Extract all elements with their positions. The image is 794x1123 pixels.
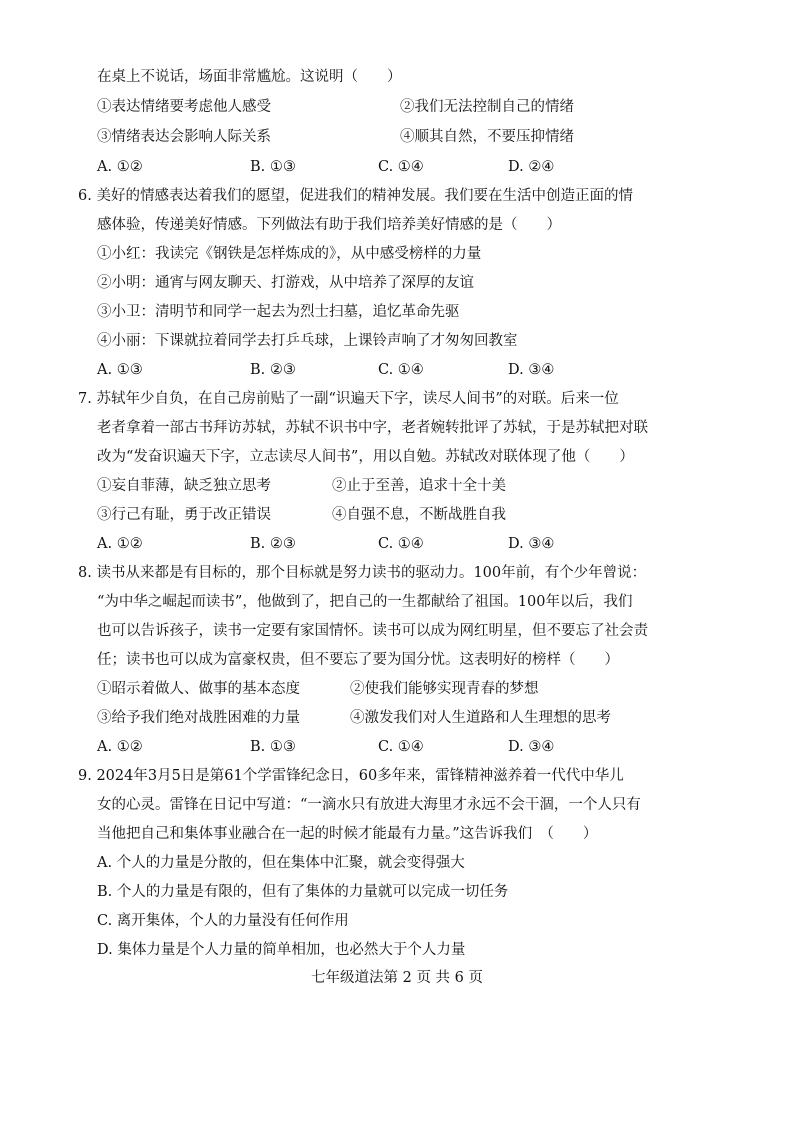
q8-answer-d: D. ③④: [508, 739, 555, 755]
q6-answer-a: A. ①③: [97, 362, 143, 378]
q6-answer-b: B. ②③: [250, 362, 296, 378]
q7-item-3: ③行己有耻，勇于改正错误: [97, 507, 271, 523]
q6-item-1: ①小红：我读完《钢铁是怎样炼成的》，从中感受榜样的力量: [97, 246, 482, 262]
q5-answer-d: D. ②④: [508, 159, 555, 175]
q5-stem-line: 在桌上不说话，场面非常尴尬。这说明（ ）: [97, 69, 402, 85]
q9-stem-line-2: 女的心灵。雷锋在日记中写道：“一滴水只有放进大海里才永远不会干涸，一个人只有: [97, 797, 641, 813]
q9-option-d: D. 集体力量是个人力量的简单相加，也必然大于个人力量: [97, 942, 466, 958]
q8-answer-c: C. ①④: [378, 739, 424, 755]
q7-answer-b: B. ②③: [250, 536, 296, 552]
q5-item-2: ②我们无法控制自己的情绪: [400, 99, 574, 115]
q5-item-4: ④顺其自然，不要压抑情绪: [400, 129, 574, 145]
q7-answer-c: C. ①④: [378, 536, 424, 552]
q7-item-1: ①妄自菲薄，缺乏独立思考: [97, 478, 271, 494]
q7-stem-line-1: 7. 苏轼年少自负，在自己房前贴了一副“识遍天下字，读尽人间书”的对联。后来一位: [78, 391, 619, 407]
q6-stem-line-2: 感体验，传递美好情感。下列做法有助于我们培养美好情感的是（ ）: [97, 217, 561, 233]
q8-stem-line-1: 8. 读书从来都是有目标的，那个目标就是努力读书的驱动力。100年前，有个少年曾说：: [78, 565, 647, 581]
page-footer: 七年级道法第 2 页 共 6 页: [311, 970, 483, 986]
q7-item-4: ④自强不息，不断战胜自我: [332, 507, 506, 523]
q8-item-1: ①昭示着做人、做事的基本态度: [97, 681, 300, 697]
q8-answer-a: A. ①②: [97, 739, 143, 755]
q7-stem-line-3: 改为“发奋识遍天下字，立志读尽人间书”，用以自勉。苏轼改对联体现了他（ ）: [97, 449, 634, 465]
q6-answer-c: C. ①④: [378, 362, 424, 378]
q8-answer-b: B. ①③: [250, 739, 296, 755]
q8-item-2: ②使我们能够实现青春的梦想: [350, 681, 539, 697]
q9-stem-line-1: 9. 2024年3月5日是第61个学雷锋纪念日，60多年来，雷锋精神滋养着一代代中华儿: [78, 768, 624, 784]
q6-answer-d: D. ③④: [508, 362, 555, 378]
q6-item-2: ②小明：通宵与网友聊天、打游戏，从中培养了深厚的友谊: [97, 275, 474, 291]
q8-stem-line-3: 也可以告诉孩子，读书一定要有家国情怀。读书可以成为网红明星，但不要忘了社会责: [97, 623, 648, 639]
q5-item-3: ③情绪表达会影响人际关系: [97, 129, 271, 145]
q8-stem-line-4: 任；读书也可以成为富豪权贵，但不要忘了要为国分忧。这表明好的榜样（ ）: [97, 652, 619, 668]
q6-stem-line-1: 6. 美好的情感表达着我们的愿望，促进我们的精神发展。我们要在生活中创造正面的情: [78, 188, 633, 204]
q5-answer-a: A. ①②: [97, 159, 143, 175]
q6-item-4: ④小丽：下课就拉着同学去打乒乓球，上课铃声响了才匆匆回教室: [97, 333, 518, 349]
q5-item-1: ①表达情绪要考虑他人感受: [97, 99, 271, 115]
q7-answer-a: A. ①②: [97, 536, 143, 552]
q5-answer-c: C. ①④: [378, 159, 424, 175]
q7-item-2: ②止于至善，追求十全十美: [332, 478, 506, 494]
q8-item-4: ④激发我们对人生道路和人生理想的思考: [350, 710, 611, 726]
q7-answer-d: D. ③④: [508, 536, 555, 552]
q7-stem-line-2: 老者拿着一部古书拜访苏轼，苏轼不识书中字，老者婉转批评了苏轼，于是苏轼把对联: [97, 420, 648, 436]
q9-stem-line-3: 当他把自己和集体事业融合在一起的时候才能最有力量。”这告诉我们 （ ）: [97, 826, 598, 842]
q9-option-a: A. 个人的力量是分散的，但在集体中汇聚，就会变得强大: [97, 855, 465, 871]
q8-item-3: ③给予我们绝对战胜困难的力量: [97, 710, 300, 726]
q9-option-c: C. 离开集体，个人的力量没有任何作用: [97, 913, 349, 929]
q9-option-b: B. 个人的力量是有限的，但有了集体的力量就可以完成一切任务: [97, 884, 509, 900]
q8-stem-line-2: “为中华之崛起而读书”，他做到了，把自己的一生都献给了祖国。100年以后，我们: [97, 594, 633, 610]
q6-item-3: ③小卫：清明节和同学一起去为烈士扫墓，追忆革命先驱: [97, 304, 460, 320]
q5-answer-b: B. ①③: [250, 159, 296, 175]
